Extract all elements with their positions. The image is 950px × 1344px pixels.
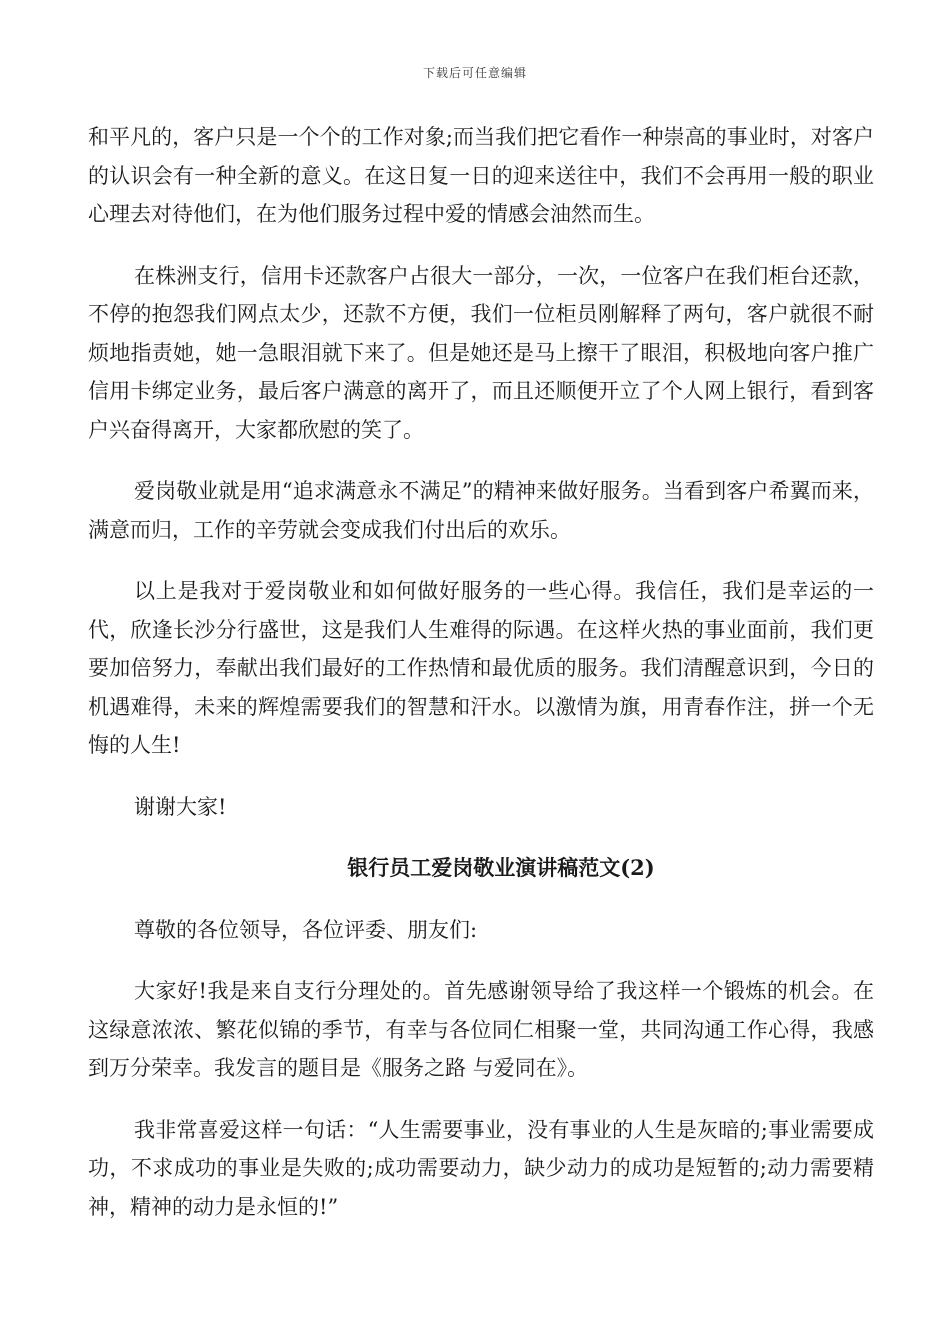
section-title: 银行员工爱岗敬业演讲稿范文(2) [347,855,655,880]
paragraph-3: 爱岗敬业就是用“追求满意永不满足”的精神来做好服务。当看到客户希翼而来，满意而归，工作的辛劳就会变成我们付出后的欢乐。 [88,479,874,542]
paragraph-2: 在株洲支行，信用卡还款客户占很大一部分，一次，一位客户在我们柜台还款，不停的抱怨我们网点太少，还款不方便，我们一位柜员刚解释了两句，客户就很不耐烦地指责她，她一急眼泪就下来了。但是她还是马上擦干了眼泪，积极地向客户推广信用卡绑定业务，最后客户满意的离开了，而且还顺便开立了个人网上银行，看到客户兴奋得离开，大家都欣慰的笑了。 [88,263,874,442]
page-header-note: 下载后可任意编辑 [422,66,527,80]
paragraph-6: 尊敬的各位领导，各位评委、朋友们: [134,917,478,942]
paragraph-5: 谢谢大家! [134,794,227,819]
paragraph-8: 我非常喜爱这样一句话：“人生需要事业，没有事业的人生是灰暗的;事业需要成功，不求成功的事业是失败的;成功需要动力，缺少动力的成功是短暂的;动力需要精神，精神的动力是永恒的!” [88,1117,874,1219]
paragraph-7: 大家好!我是来自支行分理处的。首先感谢领导给了我这样一个锻炼的机会。在这绿意浓浓、繁花似锦的季节，有幸与各位同仁相聚一堂，共同沟通工作心得，我感到万分荣幸。我发言的题目是《服务之路 与爱同在》。 [88,979,874,1080]
paragraph-4: 以上是我对于爱岗敬业和如何做好服务的一些心得。我信任，我们是幸运的一代，欣逢长沙分行盛世，这是我们人生难得的际遇。在这样火热的事业面前，我们更要加倍努力，奉献出我们最好的工作热情和最优质的服务。我们清醒意识到，今日的机遇难得，未来的辉煌需要我们的智慧和汗水。以激情为旗，用青春作注，拼一个无悔的人生! [88,579,874,757]
paragraph-1: 和平凡的，客户只是一个个的工作对象;而当我们把它看作一种崇高的事业时，对客户的认识会有一种全新的意义。在这日复一日的迎来送往中，我们不会再用一般的职业心理去对待他们，在为他们服务过程中爱的情感会油然而生。 [88,125,874,226]
document-body [88,118,874,1249]
